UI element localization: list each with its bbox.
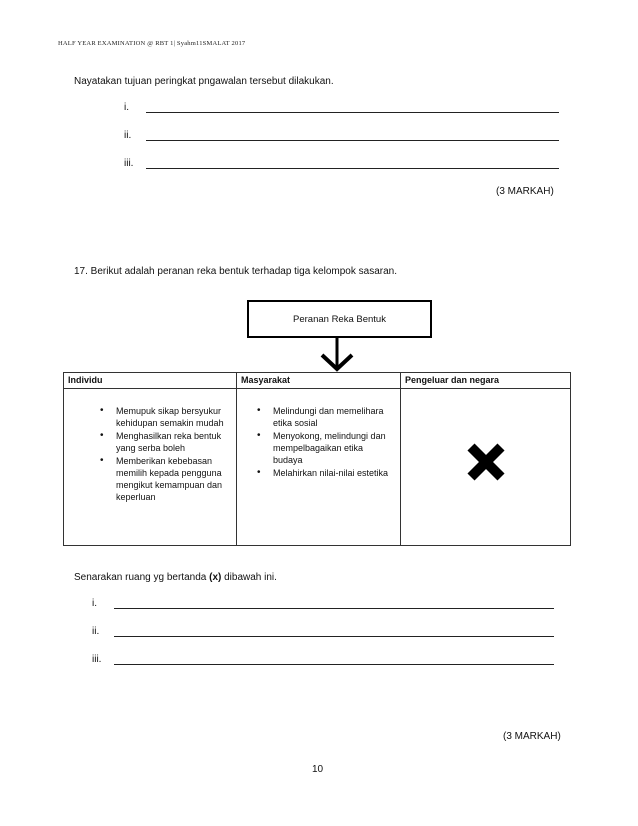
answer-row [92,598,554,609]
answer-row [124,102,559,113]
answer-number: ii. [124,130,132,141]
answer-line[interactable] [114,655,554,665]
table-header-row [64,373,571,389]
answer-row [92,626,554,637]
answer-line[interactable] [146,159,559,169]
answer-number: iii. [124,158,134,169]
answer-number: iii. [92,654,102,665]
answer-number: i. [92,598,97,609]
list-prompt [74,572,277,583]
list-item: • Memupuk sikap bersyukur kehidupan semakin mudah [116,405,236,429]
list-item: • Menyokong, melindungi dan mempelbagaikan etika budaya [273,430,400,466]
page-header: HALF YEAR EXAMINATION @ RBT 1| Syahm11SMALAT 2017 [58,40,246,47]
answer-row [92,654,554,665]
list-item: • Menghasilkan reka bentuk yang serba boleh [116,430,236,454]
question-prompt: Nayatakan tujuan peringkat pngawalan tersebut dilakukan. [74,76,334,87]
question-17-prompt: 17. Berikut adalah peranan reka bentuk terhadap tiga kelompok sasaran. [74,266,397,277]
roles-table [63,372,571,546]
marks-label: (3 MARKAH) [503,731,561,742]
answer-number: i. [124,102,129,113]
marks-label: (3 MARKAH) [496,186,554,197]
list-prompt-text: Senarakan ruang yg bertanda [74,572,210,583]
answer-row [124,158,559,169]
answer-line[interactable] [146,131,559,141]
list-prompt-text: dibawah ini. [221,572,277,583]
concept-box [247,300,432,338]
page-number: 10 [312,764,324,775]
table-row [64,389,571,546]
table-header: Pengeluar dan negara [401,373,571,389]
answer-line[interactable] [114,599,554,609]
arrow-down-icon [317,338,357,372]
list-prompt-marker: (x) [209,572,222,583]
answer-line[interactable] [114,627,554,637]
concept-box-title: Peranan Reka Bentuk [293,313,386,325]
answer-number: ii. [92,626,100,637]
table-cell-masyarakat [237,389,401,546]
cross-icon [465,441,507,483]
table-cell-individu [64,389,237,546]
table-header: Individu [64,373,237,389]
table-header: Masyarakat [237,373,401,389]
answer-row [124,130,559,141]
answer-line[interactable] [146,103,559,113]
table-cell-pengeluar [401,389,571,546]
list-item: • Memberikan kebebasan memilih kepada pengguna mengikut kemampuan dan keperluan [116,455,236,503]
list-item: • Melahirkan nilai-nilai estetika [273,467,400,479]
list-item: • Melindungi dan memelihara etika sosial [273,405,400,429]
